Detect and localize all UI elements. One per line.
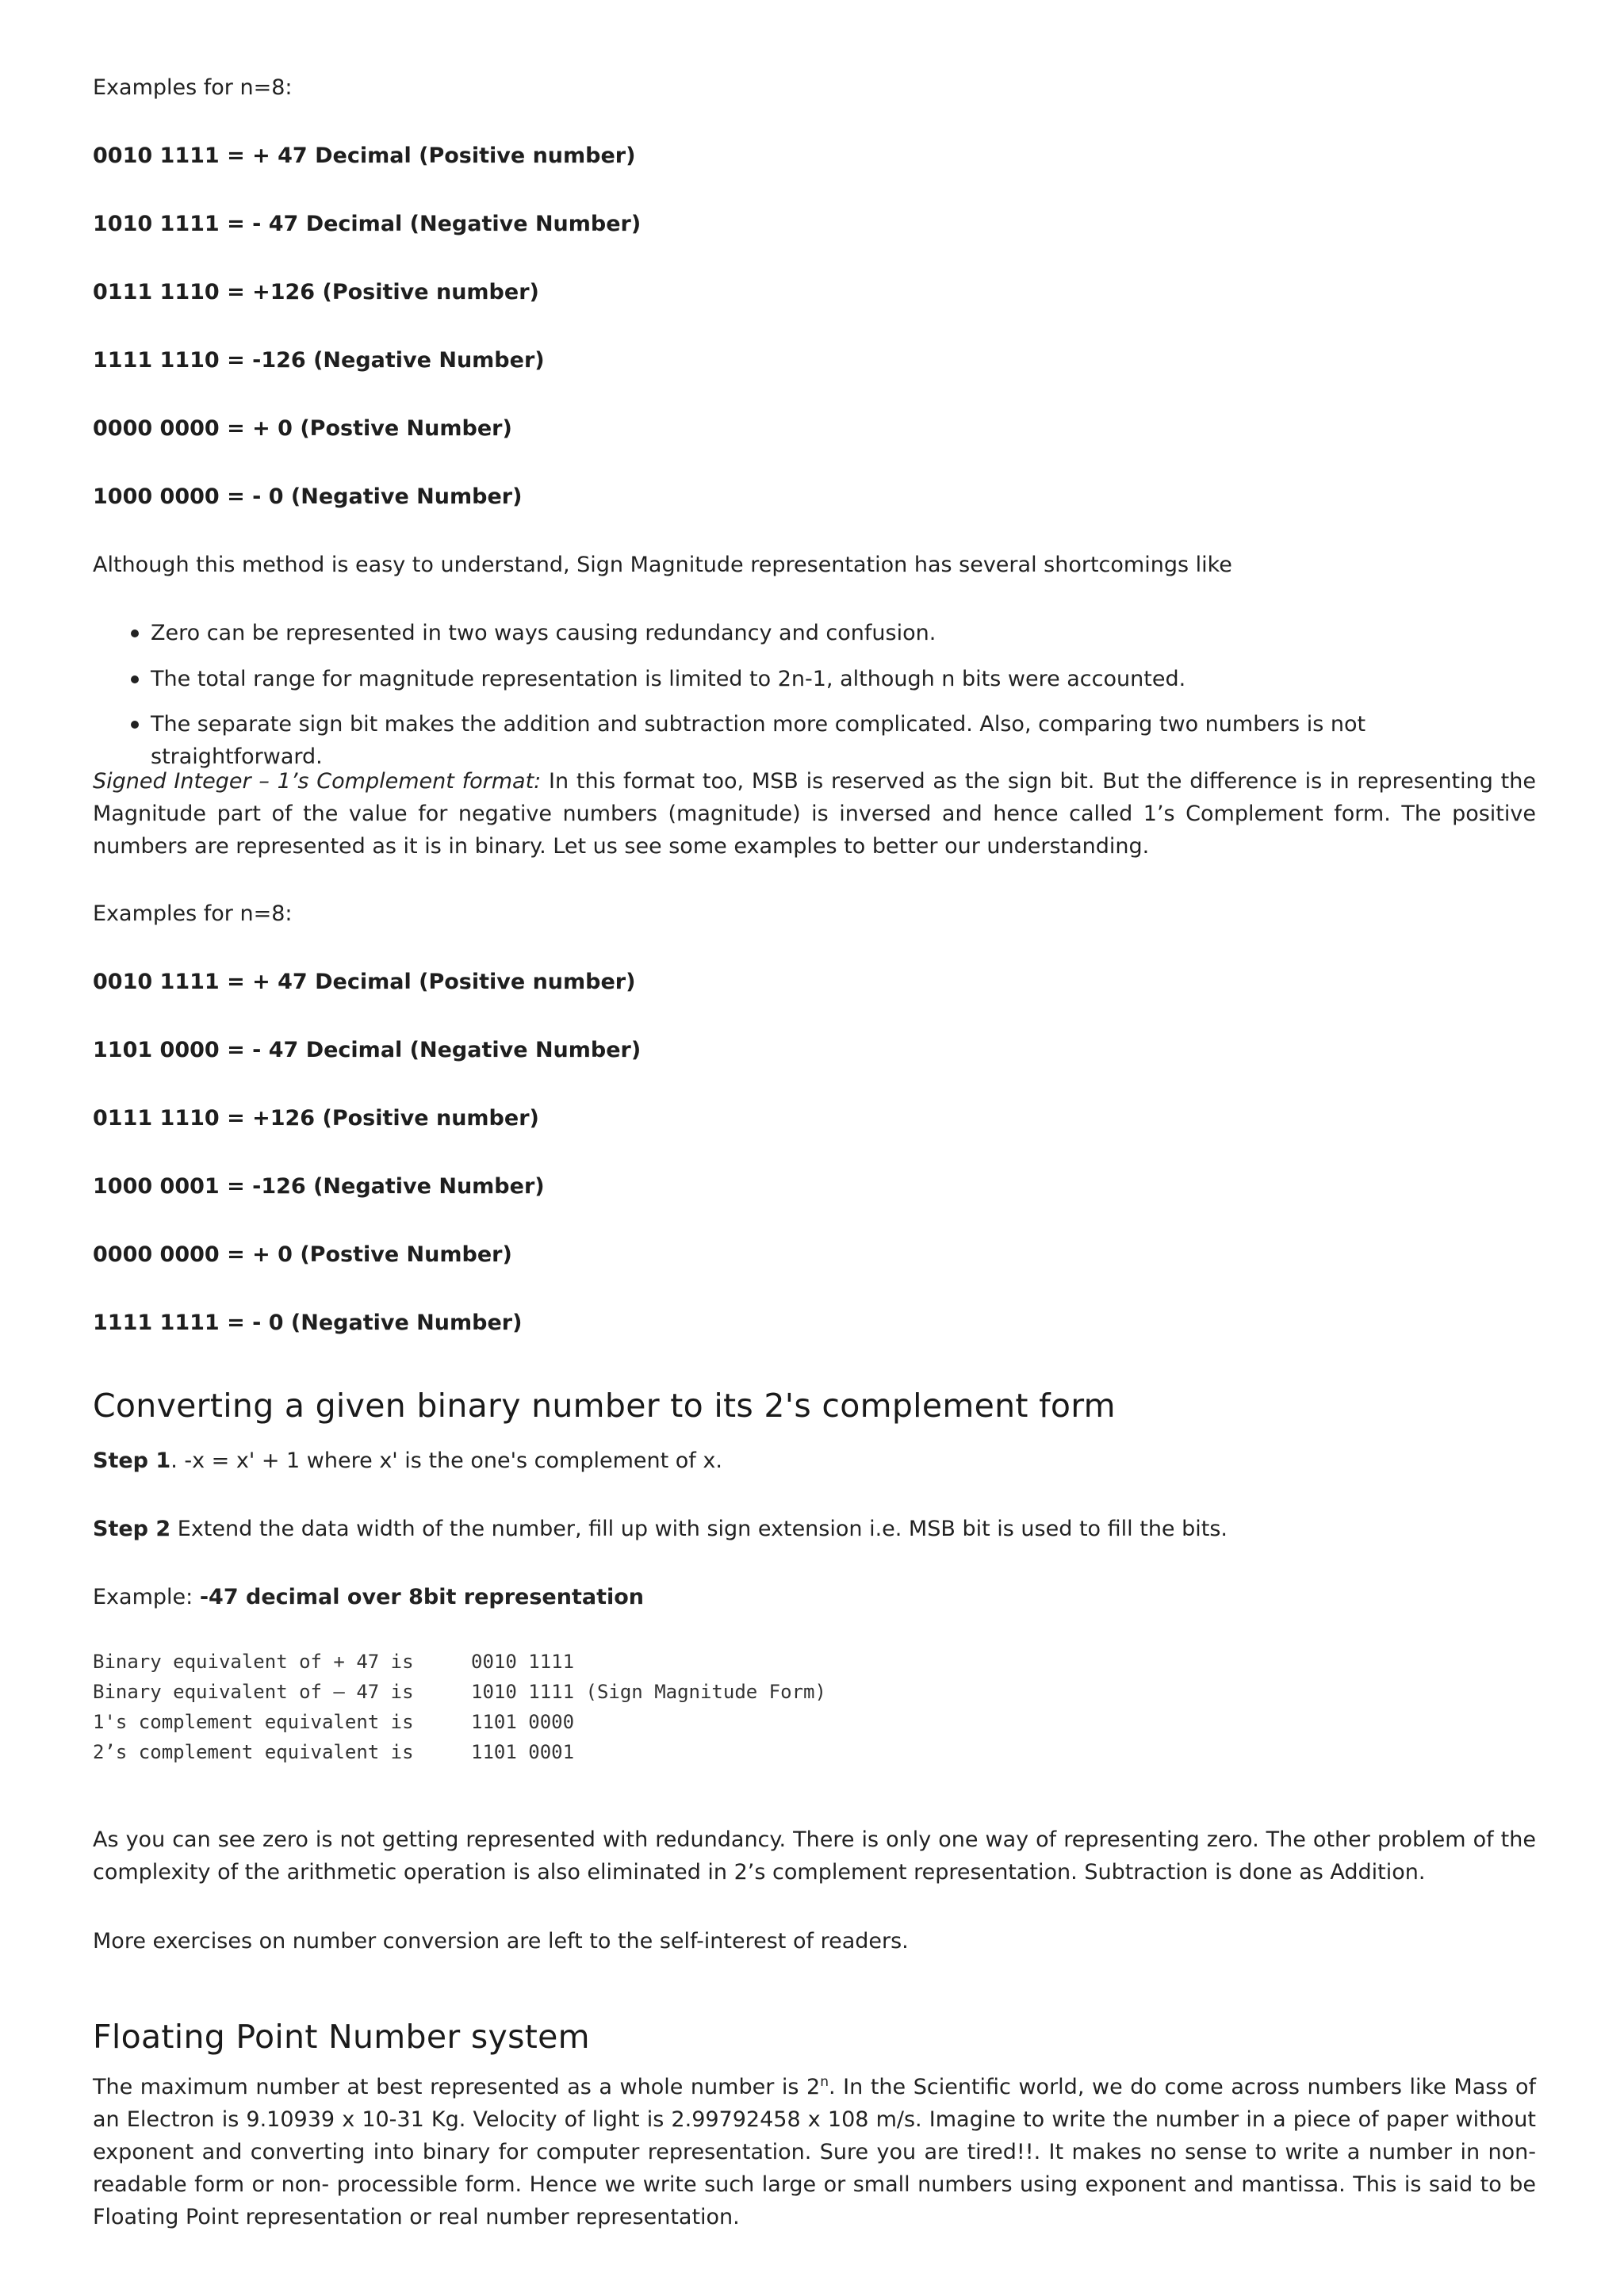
- example-line: 1010 1111 = - 47 Decimal (Negative Number): [93, 212, 642, 236]
- code-row: 1's complement equivalent is 1101 0000: [93, 1711, 575, 1733]
- bullet-icon: [131, 629, 139, 637]
- ones-complement-title: Signed Integer – 1’s Complement format:: [93, 769, 542, 794]
- section-heading: Floating Point Number system: [93, 2018, 590, 2056]
- code-row: 2’s complement equivalent is 1101 0001: [93, 1741, 575, 1763]
- example-line: 1000 0001 = -126 (Negative Number): [93, 1174, 545, 1199]
- examples-label: Examples for n=8:: [93, 75, 293, 100]
- code-row: Binary equivalent of – 47 is 1010 1111 (Sign Magnitude Form): [93, 1681, 826, 1703]
- example-line: 0010 1111 = + 47 Decimal (Positive number): [93, 970, 636, 994]
- example-line: 0010 1111 = + 47 Decimal (Positive number): [93, 144, 636, 168]
- list-item: The separate sign bit makes the addition and subtraction more complicated. Also, comparing two numbers is not straightforward.: [93, 708, 1536, 773]
- example-line: 0111 1110 = +126 (Positive number): [93, 1106, 539, 1131]
- example-line: 1111 1111 = - 0 (Negative Number): [93, 1311, 523, 1335]
- example-heading: Example: -47 decimal over 8bit representation: [93, 1585, 645, 1609]
- code-row: Binary equivalent of + 47 is 0010 1111: [93, 1651, 575, 1673]
- example-line: 1000 0000 = - 0 (Negative Number): [93, 484, 523, 509]
- shortcomings-intro: Although this method is easy to understand, Sign Magnitude representation has several shortcomings like: [93, 553, 1232, 577]
- example-line: 0000 0000 = + 0 (Postive Number): [93, 416, 512, 441]
- floating-point-paragraph: The maximum number at best represented as a whole number is 2$^n$. In the Scientific world, we do come across numbers like Mass of an Electron is 9.10939 x 10-31 Kg. Velocity of light is 2.99792458 x 108 m/s. Imagine to write the number in a piece of paper without exponent and converting into binary for computer representation. Sure you are tired!!. It makes no sense to write a number in non- readable form or non- processible form. Hence we write such large or small numbers using exponent and mantissa. This is said to be Floating Point representation or real number representation.: [93, 2074, 1536, 2229]
- step-2: Step 2 Extend the data width of the number, fill up with sign extension i.e. MSB bit is used to fill the bits.: [93, 1517, 1228, 1541]
- example-line: 1101 0000 = - 47 Decimal (Negative Number): [93, 1038, 642, 1062]
- bullet-icon: [131, 721, 139, 729]
- example-line: 0000 0000 = + 0 (Postive Number): [93, 1242, 512, 1267]
- step-1: Step 1. -x = x' + 1 where x' is the one's complement of x.: [93, 1448, 722, 1473]
- list-item: Zero can be represented in two ways causing redundancy and confusion.: [93, 617, 936, 649]
- section-heading: Converting a given binary number to its 2's complement form: [93, 1387, 1116, 1425]
- example-line: 1111 1110 = -126 (Negative Number): [93, 348, 545, 373]
- exercises-paragraph: More exercises on number conversion are left to the self-interest of readers.: [93, 1929, 909, 1954]
- ones-complement-paragraph: Signed Integer – 1’s Complement format: In this format too, MSB is reserved as the sign bit. But the difference is in representing the Magnitude part of the value for negative numbers (magnitude) is inversed and hence called 1’s Complement form. The positive numbers are represented as it is in binary. Let us see some examples to better our understanding.: [93, 769, 1536, 859]
- bullet-icon: [131, 675, 139, 683]
- list-item: The total range for magnitude representation is limited to 2n-1, although n bits were accounted.: [93, 663, 1185, 695]
- conclusion-paragraph: As you can see zero is not getting represented with redundancy. There is only one way of representing zero. The other problem of the complexity of the arithmetic operation is also eliminated in 2’s complement representation. Subtraction is done as Addition.: [93, 1827, 1536, 1885]
- example-line: 0111 1110 = +126 (Positive number): [93, 280, 539, 304]
- examples-label: Examples for n=8:: [93, 901, 293, 926]
